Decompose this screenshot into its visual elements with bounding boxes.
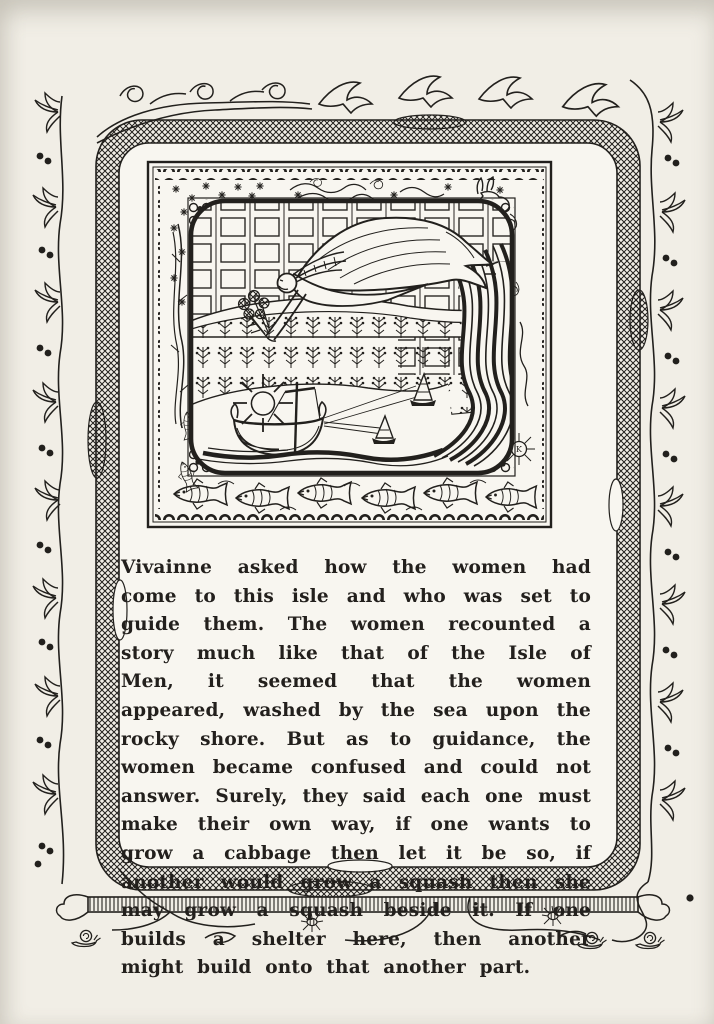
illustration-plate bbox=[148, 162, 551, 527]
artist-mark: K bbox=[516, 445, 522, 454]
picture-scene bbox=[188, 198, 518, 476]
inner-picture bbox=[188, 198, 518, 476]
story-text-block bbox=[121, 554, 591, 983]
story-paragraph: Vivainne asked how the women had come to this isle and who was set to guide them. The women recounted a story much like that of the Isle of Men, it seemed that the women appeared, washed by the sea upon the rocky shore. But as to guidance, the women became confused and could not answer. Surely, they said each one must make their own way, if one wants to grow a cabbage then let it be so, if another would grow a squash then she may grow a squash beside it. If one builds a shelter here, then another might build onto that another part. bbox=[121, 557, 591, 979]
